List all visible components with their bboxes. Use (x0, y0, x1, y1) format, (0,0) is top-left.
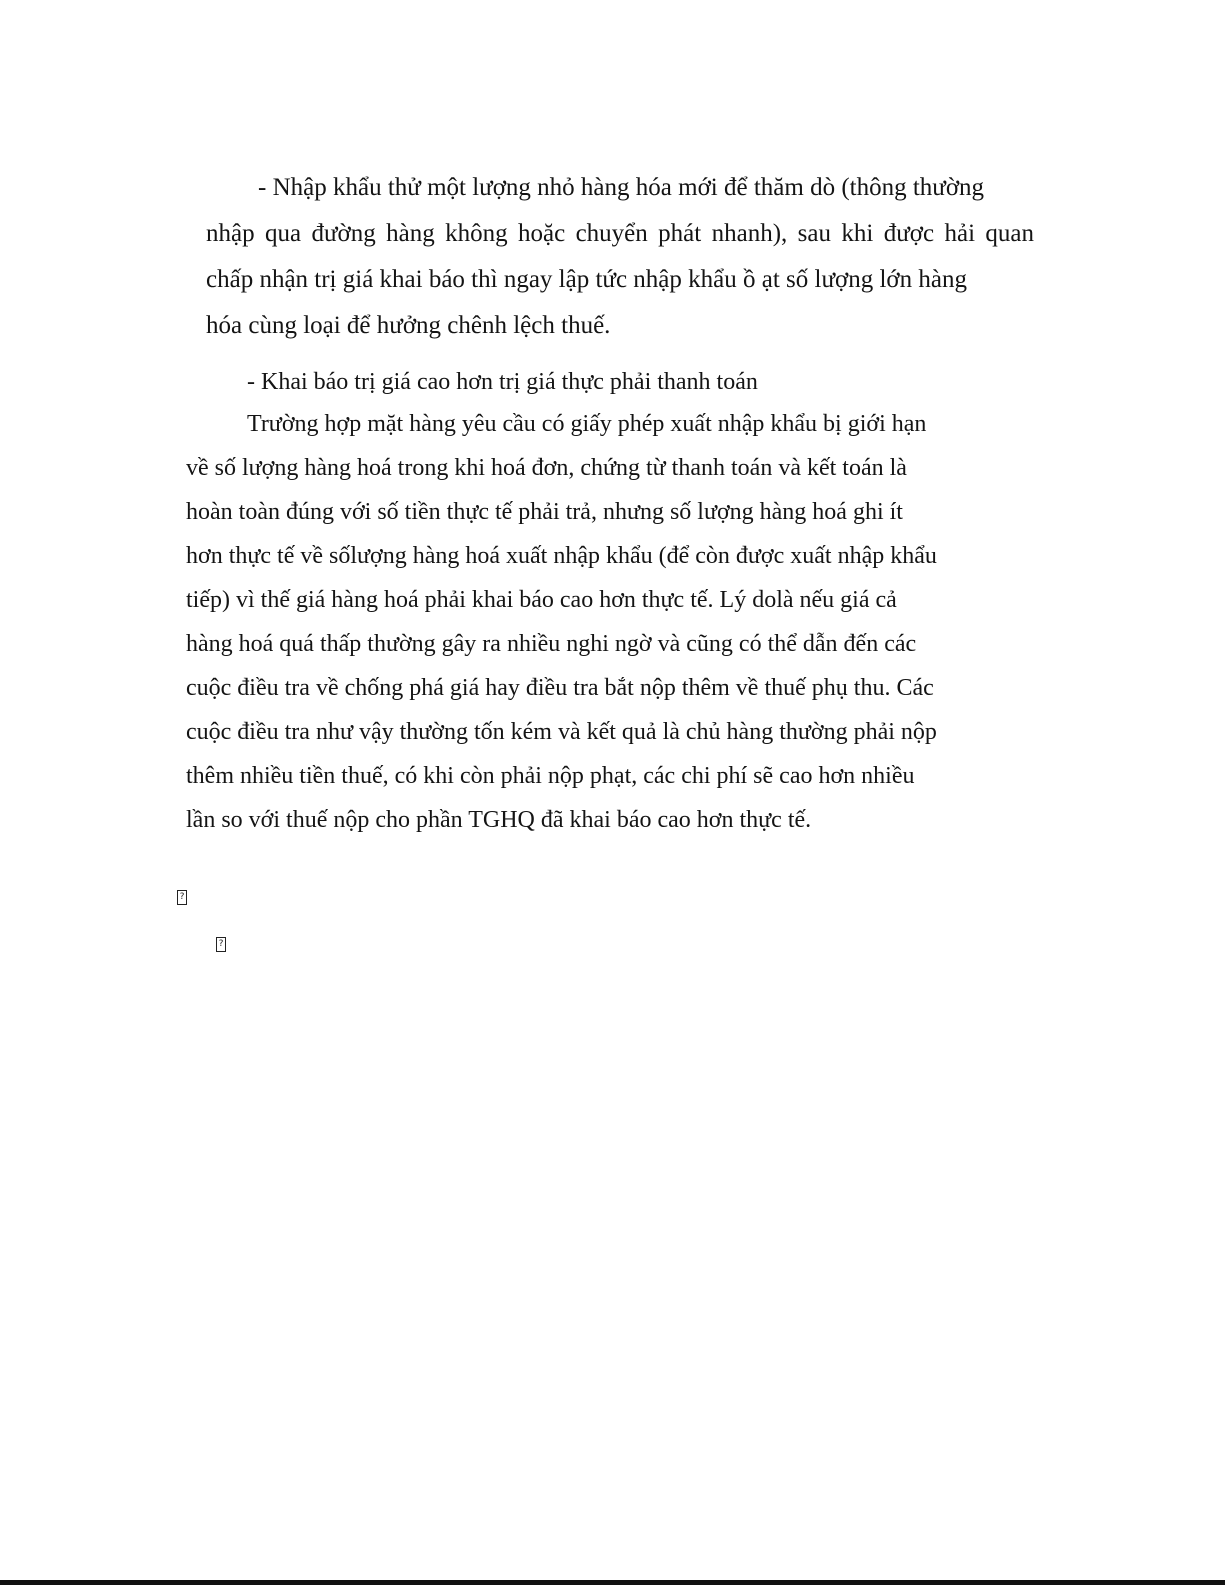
section-heading: - Khai báo trị giá cao hơn trị giá thực phải thanh toán (247, 369, 758, 395)
paragraph-2-line-9: thêm nhiều tiền thuế, có khi còn phải nộp phạt, các chi phí sẽ cao hơn nhiều (186, 763, 915, 789)
paragraph-2-line-2: về số lượng hàng hoá trong khi hoá đơn, chứng từ thanh toán và kết toán là (186, 455, 907, 481)
missing-glyph-icon: ? (216, 937, 226, 952)
paragraph-1-line-1: - Nhập khẩu thử một lượng nhỏ hàng hóa mới để thăm dò (thông thường (258, 174, 985, 201)
paragraph-2-line-7: cuộc điều tra về chống phá giá hay điều tra bắt nộp thêm về thuế phụ thu. Các (186, 675, 934, 701)
paragraph-2-line-10: lần so với thuế nộp cho phần TGHQ đã khai báo cao hơn thực tế. (186, 807, 812, 833)
paragraph-2-line-8: cuộc điều tra như vậy thường tốn kém và kết quả là chủ hàng thường phải nộp (186, 719, 937, 745)
line-text: nhập qua đường hàng không hoặc chuyển phát nhanh), sau khi được hải quan (206, 220, 1034, 247)
paragraph-2-line-6: hàng hoá quá thấp thường gây ra nhiều nghi ngờ và cũng có thể dẫn đến các (186, 631, 917, 657)
missing-glyph-icon: ? (177, 890, 187, 905)
paragraph-1-line-4: hóa cùng loại để hưởng chênh lệch thuế. (206, 312, 611, 339)
paragraph-2-line-3: hoàn toàn đúng với số tiền thực tế phải trả, nhưng số lượng hàng hoá ghi ít (186, 499, 903, 525)
paragraph-1-line-2 (206, 219, 1034, 249)
paragraph-1-line-3: chấp nhận trị giá khai báo thì ngay lập tức nhập khẩu ồ ạt số lượng lớn hàng (206, 266, 967, 293)
paragraph-2-line-5: tiếp) vì thế giá hàng hoá phải khai báo cao hơn thực tế. Lý dolà nếu giá cả (186, 587, 897, 613)
bottom-border (0, 1580, 1225, 1585)
paragraph-2-line-4: hơn thực tế về sốlượng hàng hoá xuất nhập khẩu (để còn được xuất nhập khẩu (186, 543, 937, 569)
paragraph-2-line-1: Trường hợp mặt hàng yêu cầu có giấy phép xuất nhập khẩu bị giới hạn (247, 411, 927, 437)
